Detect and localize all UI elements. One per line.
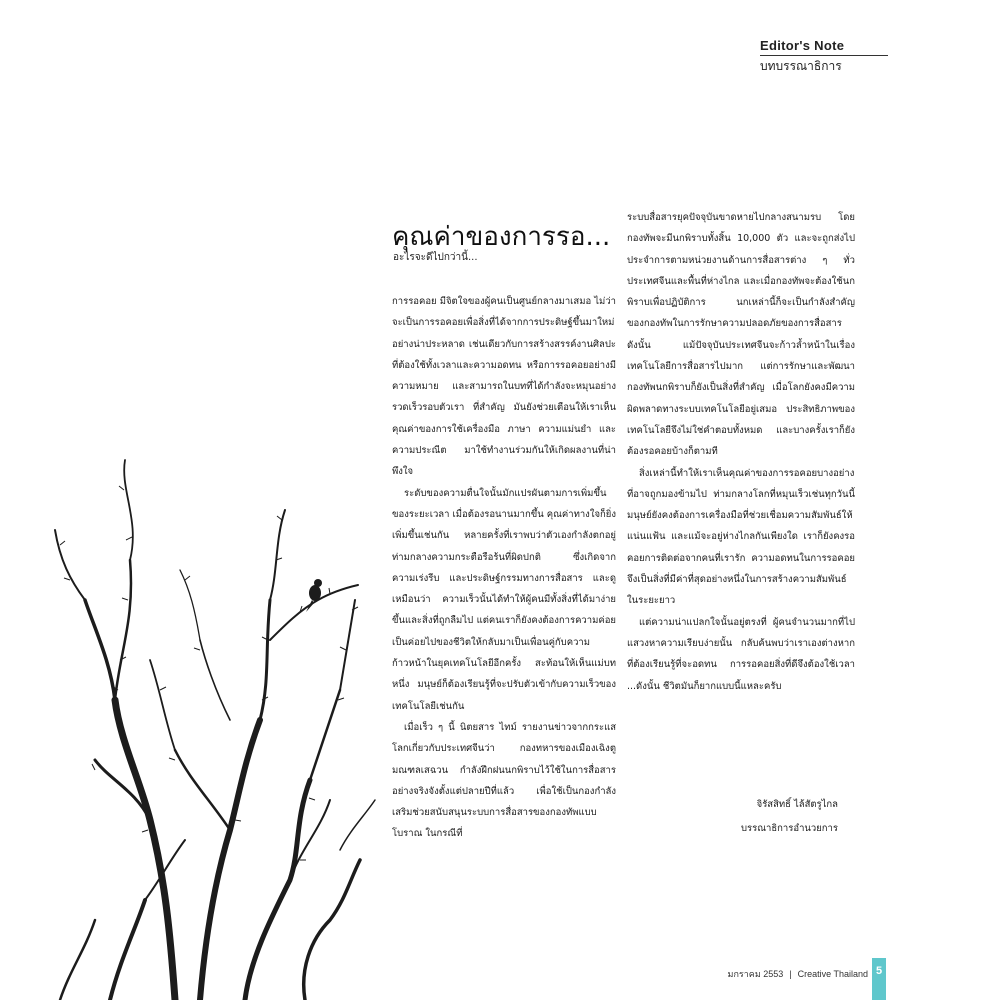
- paragraph: ระบบสื่อสารยุคปัจจุบันขาดหายไปกลางสนามรบ โดยกองทัพจะมีนกพิราบทั้งสิ้น 10,000 ตัว และจะถูกส่งไปประจำการตามหน่วยงานด้านการสื่อสารต่าง ๆ ทั่วประเทศจีนและพื้นที่ห่างไกล และเมื่อกองทัพจะต้องใช้นกพิราบเพื่อปฏิบัติการ นกเหล่านี้ก็จะเป็นกำลังสำคัญของกองทัพในการรักษาความปลอดภัยของการสื่อสาร ดังนั้น แม้ปัจจุบันประเทศจีนจะก้าวล้ำหน้าในเรื่องเทคโนโลยีการสื่อสารไปมาก แต่การรักษาและพัฒนากองทัพนกพิราบก็ยังเป็นสิ่งที่สำคัญ เมื่อโลกยังคงมีความผิดพลาดทางระบบเทคโนโลยีอยู่เสมอ ประสิทธิภาพของเทคโนโลยีจึงไม่ใช่คำตอบทั้งหมด และบางครั้งเราก็ยังต้องรอคอยบ้างก็ตามที: [627, 212, 855, 458]
- footer-separator: |: [789, 969, 792, 979]
- paragraph: ระดับของความตื่นใจนั้นมักแปรผันตามการเพิ่มขึ้นของระยะเวลา เมื่อต้องรอนานมากขึ้น คุณค่าทางใจก็ยิ่งเพิ่มขึ้นเช่นกัน หลายครั้งที่เราพบว่าตัวเองกำลังตกอยู่ท่ามกลางความกระตือรือร้นที่ผิดปกติ ซึ่งเกิดจากความเร่งรีบ และประดิษฐ์กรรมทางการสื่อสาร และดูเหมือนว่า ความเร็วนั้นได้ทำให้ผู้คนมีทั้งสิ่งที่ได้มาง่ายขึ้นและสิ่งที่ถูกลืมไป แต่คนเราก็ยังคงต้องการความค่อยเป็นค่อยไปของชีวิตให้กลับมาเป็นเพื่อนคู่กับความก้าวหน้าในยุคเทคโนโลยีอีกครั้ง สะท้อนให้เห็นแม่บทหนึ่ง มนุษย์ก็ต้องเรียนรู้ที่จะปรับตัวเข้ากับความเร็วของเทคโนโลยีเช่นกัน: [392, 487, 616, 712]
- paragraph: สิ่งเหล่านี้ทำให้เราเห็นคุณค่าของการรอคอยบางอย่างที่อาจถูกมองข้ามไป ท่ามกลางโลกที่หมุนเร็วเช่นทุกวันนี้ มนุษย์ยังคงต้องการเครื่องมือที่ช่วยเชื่อมความสัมพันธ์ให้แน่นแฟ้น และแม้จะอยู่ห่างไกลกันเพียงใด เราก็ยังคงรอคอยการติดต่อจากคนที่เรารัก ความอดทนในการรอคอยจึงเป็นสิ่งที่มีค่าที่สุดอย่างหนึ่งในการสร้างความสัมพันธ์ในระยะยาว: [627, 467, 855, 607]
- magazine-name: Creative Thailand: [797, 969, 868, 979]
- issue-date: มกราคม 2553: [727, 969, 784, 979]
- signature-role: บรรณาธิการอำนวยการ: [741, 823, 838, 834]
- article-column-left: [392, 291, 616, 845]
- article-subtitle: อะไรจะดีไปกว่านี้...: [393, 252, 478, 263]
- signature-block: [640, 793, 838, 841]
- paragraph: การรอคอย มีจิตใจของผู้คนเป็นศูนย์กลางมาเสมอ ไม่ว่าจะเป็นการรอคอยเพื่อสิ่งที่ได้จากการประดิษฐ์ขึ้นมาใหม่อย่างน่าประหลาด เช่นเดียวกับการสร้างสรรค์งานศิลปะที่ต้องใช้ทั้งเวลาและความอดทน หรือการรอคอยอย่างมีความหมาย และสามารถในบทที่ได้กำลังจะหมุนอย่างรวดเร็วรอบตัวเรา ที่สำคัญ มันยังช่วยเตือนให้เราเห็นคุณค่าของการใช้เครื่องมือ ภาษา ความแม่นยำ และความประณีต มาใช้ทำงานร่วมกันให้เกิดผลงานที่น่าพึงใจ: [392, 296, 616, 478]
- header-rule: [760, 55, 888, 56]
- bird-icon: [306, 579, 322, 612]
- article-title: คุณค่าของการรอ...: [392, 222, 611, 253]
- signature-name: จิรัสสิทธิ์ ไล้สัตรูไกล: [756, 799, 838, 810]
- section-header: [760, 38, 888, 73]
- paragraph: เมื่อเร็ว ๆ นี้ นิตยสาร ไทม์ รายงานข่าวจากกระแสโลกเกี่ยวกับประเทศจีนว่า กองทหารของเมืองเฉิงตู มณฑลเสฉวน กำลังฝึกฝนนกพิราบไว้ใช้ในการสื่อสารอย่างจริงจังตั้งแต่ปลายปีที่แล้ว เพื่อใช้เป็นกองกำลังเสริมช่วยสนับสนุนระบบการสื่อสารของกองทัพแบบโบราณ ในกรณีที่: [392, 721, 616, 840]
- page-number: 5: [872, 958, 886, 1000]
- article-column-right: [627, 207, 855, 697]
- section-title-en: Editor's Note: [760, 38, 845, 53]
- page-footer: [620, 967, 868, 981]
- section-title-th: บทบรรณาธิการ: [760, 59, 842, 73]
- paragraph: แต่ความน่าแปลกใจนั้นอยู่ตรงที่ ผู้คนจำนวนมากที่ไปแสวงหาความเรียบง่ายนั้น กลับค้นพบว่าเราเองต่างหากที่ต้องเรียนรู้ที่จะอดทน การรอคอยสิ่งที่ดีจึงต้องใช้เวลา ...ดังนั้น ชีวิตมันก็ยากแบบนี้แหละครับ: [627, 616, 855, 692]
